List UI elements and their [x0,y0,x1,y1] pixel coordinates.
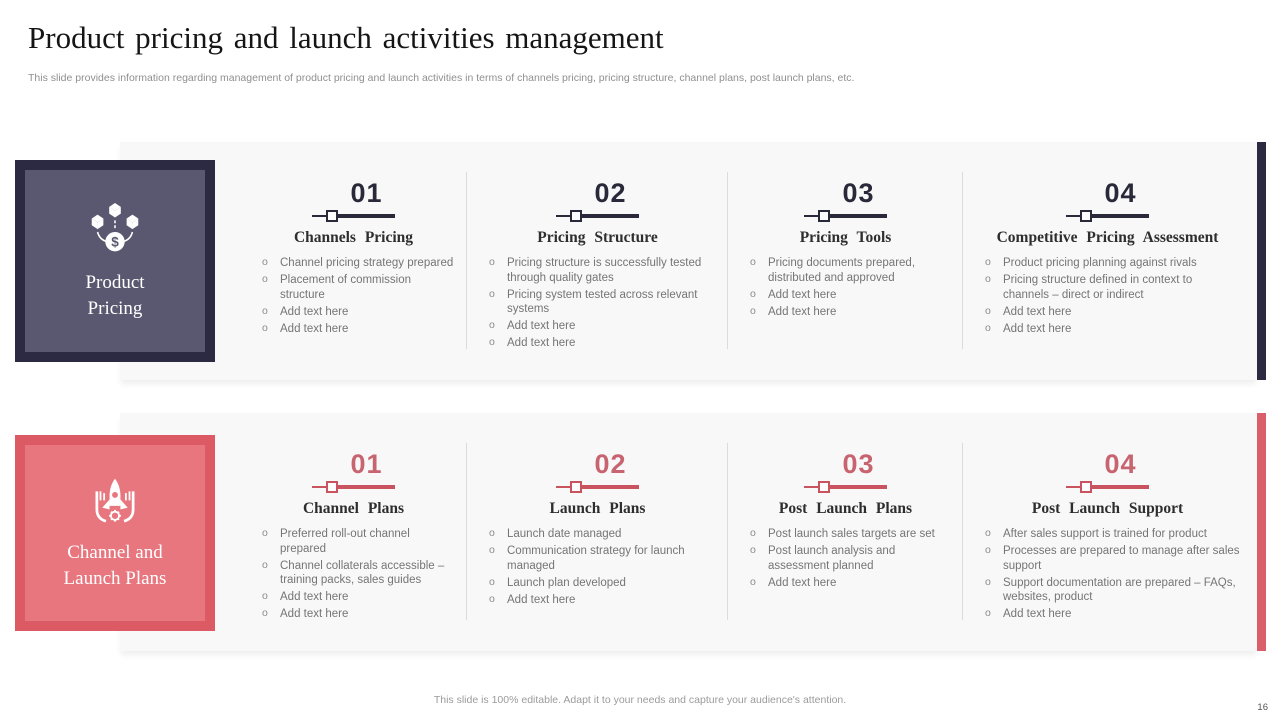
bullet-item: o Processes are prepared to manage after sales support [985,544,1240,573]
step-marker [963,481,1252,493]
step-marker [728,481,963,493]
step-marker [963,210,1252,222]
bullet-item: o Add text here [750,288,951,303]
cubes-dollar-icon [84,201,146,263]
step-number: 03 [842,449,875,479]
step-number: 04 [1104,178,1137,208]
step-heading: Post Launch Plans [778,500,913,517]
bullet-item: o Support documentation are prepared – FAQs, websites, product [985,576,1240,605]
channel-launch-box [15,435,215,631]
step-post-launch-plans [728,421,963,646]
step-heading: Pricing Structure [537,229,658,246]
step-heading: Post Launch Support [1031,500,1184,517]
step-number: 01 [350,449,383,479]
channel-launch-label-line1: Channel and [67,541,163,563]
bullet-item: o Pricing documents prepared, distributed and approved [750,256,951,285]
product-pricing-label-line1: Product [85,271,145,293]
footer-note: This slide is 100% editable. Adapt it to your needs and capture your audience's attention. [433,694,847,706]
step-pricing-tools [728,150,963,375]
product-pricing-label-line2: Pricing [87,297,143,319]
step-marker [728,210,963,222]
bullet-item: o Add text here [262,305,455,320]
step-post-launch-support [963,421,1252,646]
bullet-item: o Add text here [985,305,1240,320]
product-pricing-label [85,270,144,321]
bullet-item: o Launch date managed [489,527,716,542]
bullet-item: o Channel pricing strategy prepared [262,256,455,271]
step-number: 02 [594,178,627,208]
step-marker [467,481,728,493]
step-bullets [963,527,1252,622]
bullet-item: o Add text here [985,322,1240,337]
bullet-item: o Add text here [489,336,716,351]
bullet-item: o Post launch sales targets are set [750,527,951,542]
bullet-item: o Post launch analysis and assessment planned [750,544,951,573]
step-channel-plans [240,421,467,646]
step-bullets [467,527,728,607]
rocket-launch-icon [86,475,144,533]
page-title: Product pricing and launch activities management [28,20,664,55]
bullet-item: o Add text here [262,607,455,622]
bullet-item: o Add text here [489,319,716,334]
step-marker [240,481,467,493]
step-number: 02 [594,449,627,479]
step-bullets [240,527,467,622]
step-marker [467,210,728,222]
svg-text:$: $ [111,234,119,250]
product-pricing-box-inner [25,170,205,352]
bullet-item: o Add text here [262,590,455,605]
bullet-item: o Preferred roll-out channel prepared [262,527,455,556]
step-competitive-pricing-assessment [963,150,1252,375]
step-heading: Launch Plans [549,500,646,517]
step-bullets [728,527,963,590]
bullet-item: o Channel collaterals accessible – training packs, sales guides [262,559,455,588]
step-number: 03 [842,178,875,208]
step-bullets [728,256,963,319]
step-heading: Channel Plans [302,500,405,517]
product-pricing-box [15,160,215,362]
channel-launch-accent-bar [1257,413,1266,651]
product-pricing-steps [240,150,1252,375]
channel-launch-box-inner [25,445,205,621]
channel-launch-steps [240,421,1252,646]
product-pricing-accent-bar [1257,142,1266,380]
bullet-item: o Add text here [750,576,951,591]
bullet-item: o Pricing structure defined in context to channels – direct or indirect [985,273,1240,302]
step-bullets [240,256,467,336]
step-heading: Pricing Tools [799,229,892,246]
bullet-item: o Pricing structure is successfully tested through quality gates [489,256,716,285]
step-number: 04 [1104,449,1137,479]
step-number: 01 [350,178,383,208]
bullet-item: o Add text here [750,305,951,320]
bullet-item: o Add text here [489,593,716,608]
bullet-item: o After sales support is trained for product [985,527,1240,542]
bullet-item: o Launch plan developed [489,576,716,591]
bullet-item: o Add text here [985,607,1240,622]
bullet-item: o Add text here [262,322,455,337]
step-launch-plans [467,421,728,646]
step-channels-pricing [240,150,467,375]
bullet-item: o Product pricing planning against rivals [985,256,1240,271]
step-bullets [963,256,1252,336]
step-heading: Channels Pricing [293,229,414,246]
bullet-item: o Pricing system tested across relevant systems [489,288,716,317]
step-pricing-structure [467,150,728,375]
bullet-item: o Communication strategy for launch managed [489,544,716,573]
page-number: 16 [1257,702,1268,713]
step-heading: Competitive Pricing Assessment [996,229,1219,246]
bullet-item: o Placement of commission structure [262,273,455,302]
channel-launch-label [64,540,167,591]
step-marker [240,210,467,222]
page-subtitle: This slide provides information regarding management of product pricing and launch activities in terms of channels pricing, pricing structure, channel plans, post launch plans, etc. [28,72,855,84]
channel-launch-label-line2: Launch Plans [63,567,167,589]
step-bullets [467,256,728,351]
